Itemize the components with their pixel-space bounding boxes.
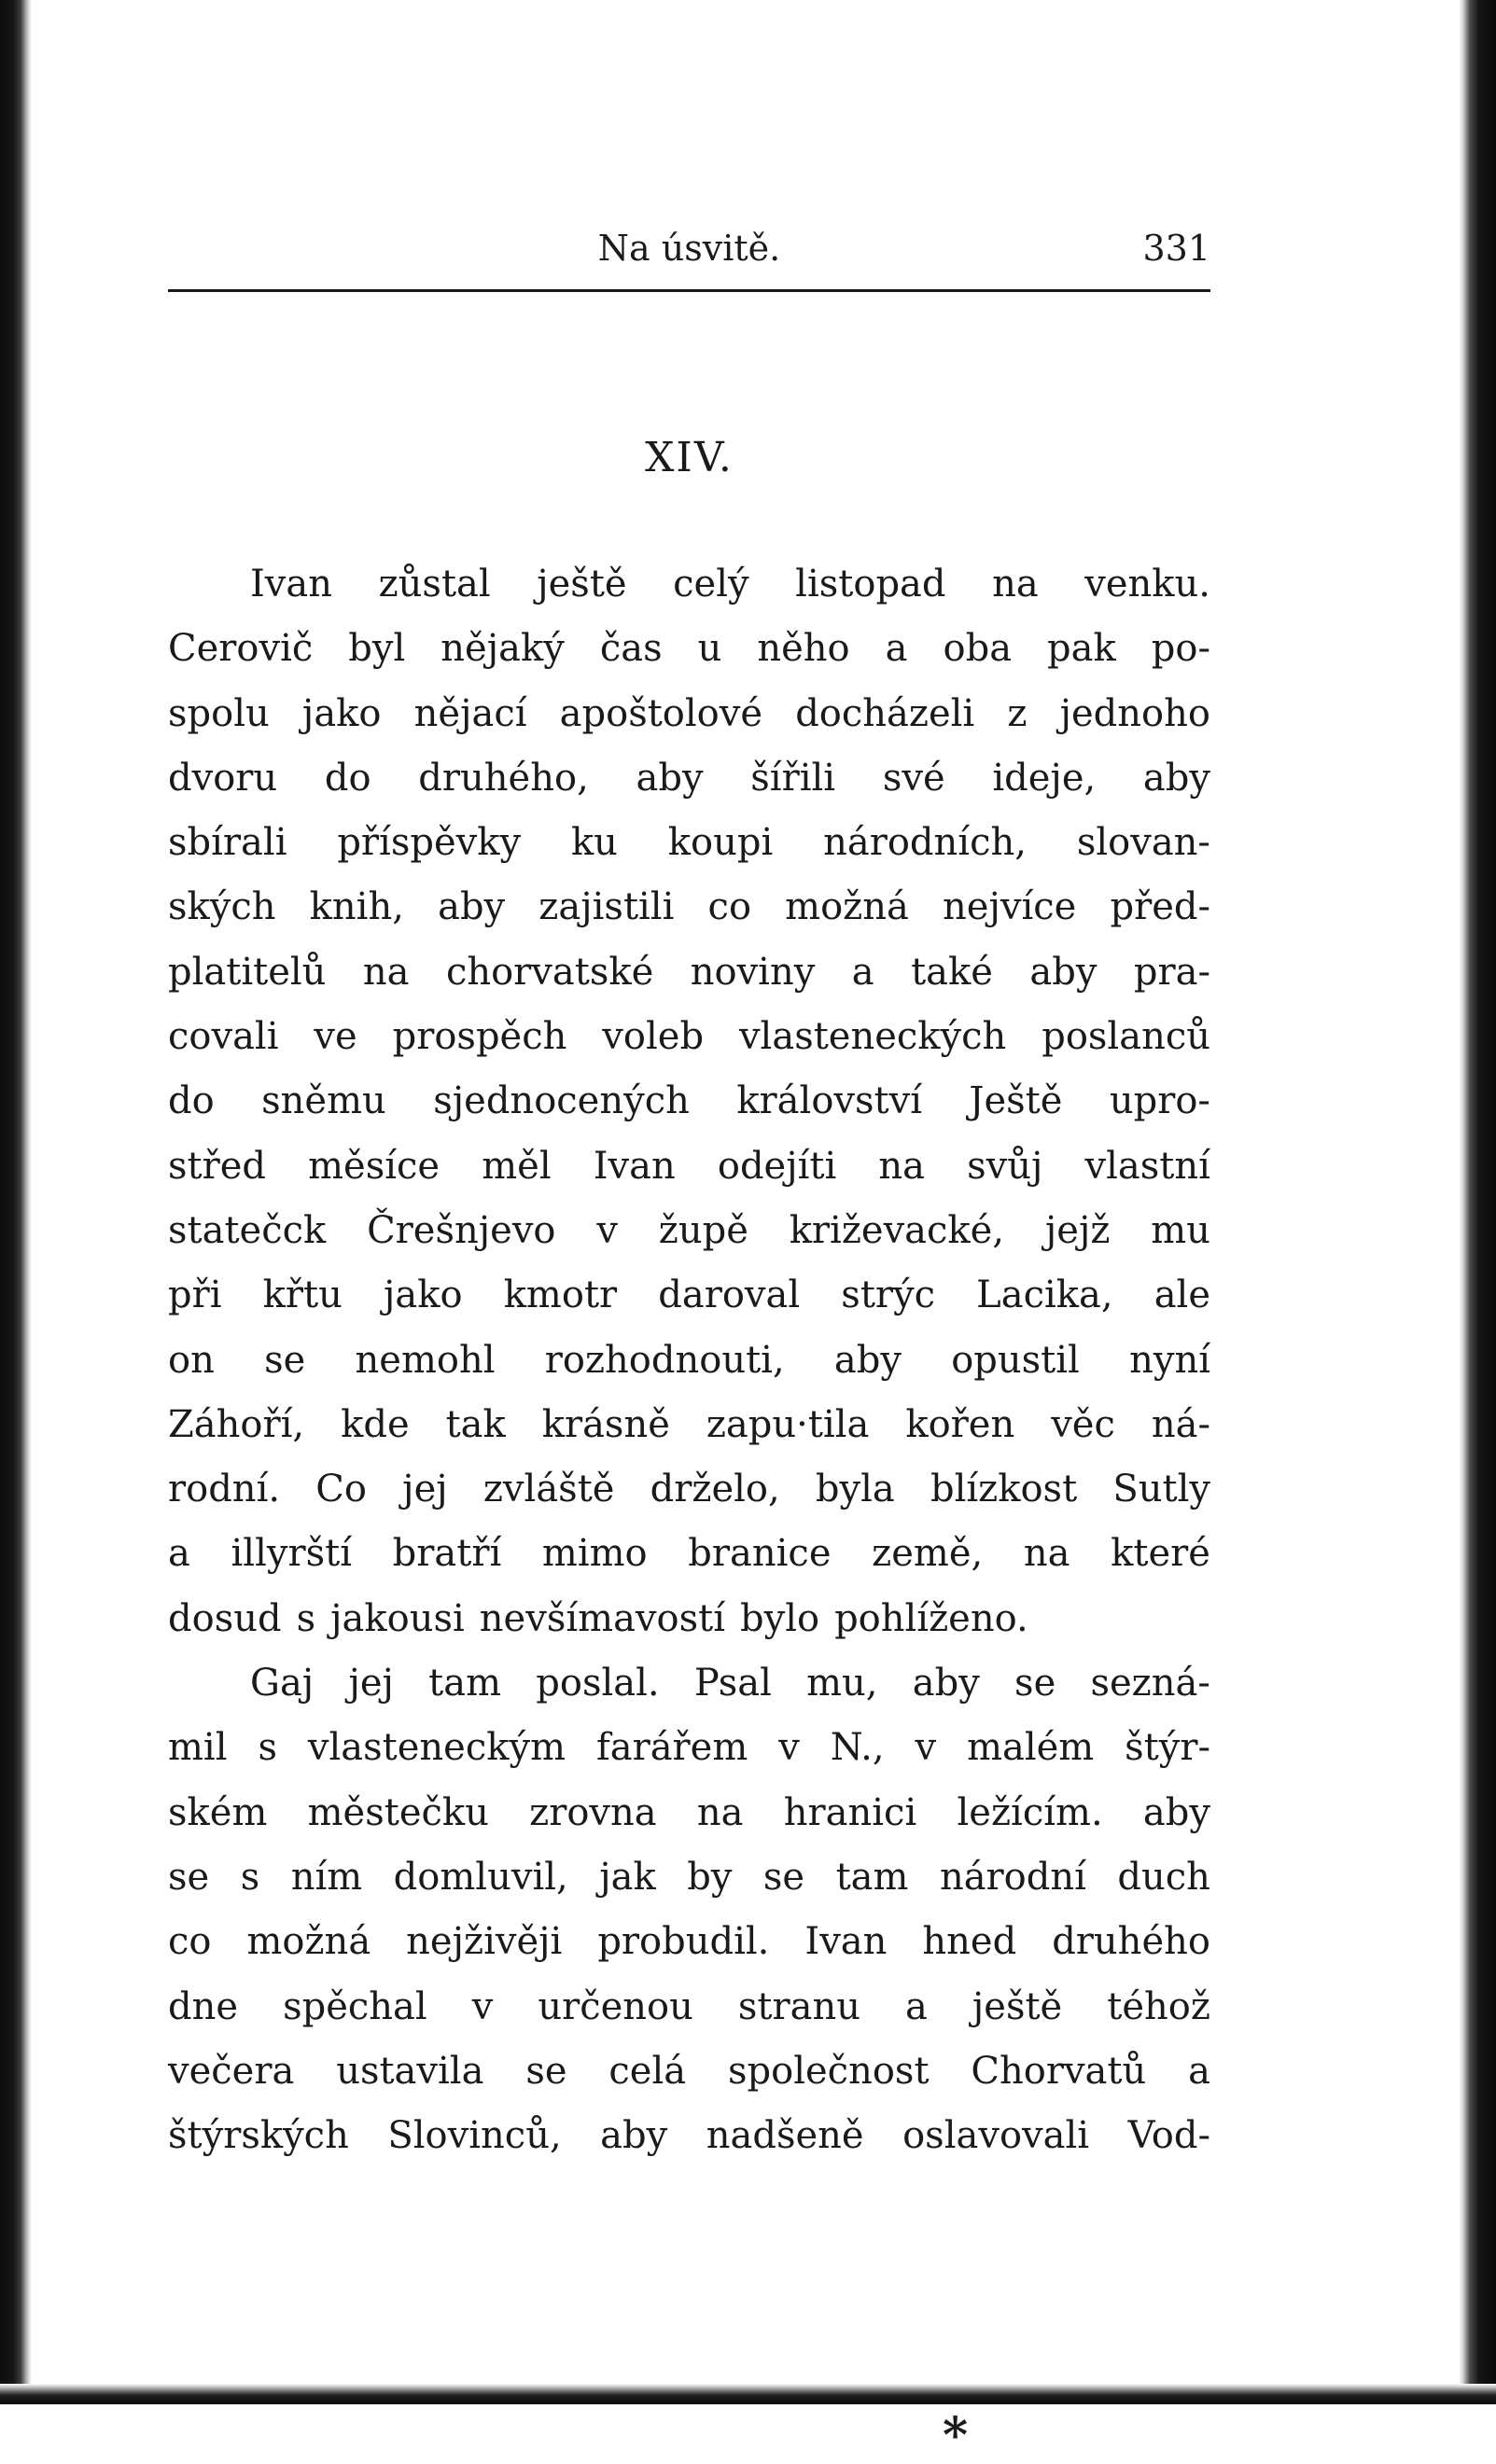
word: daroval xyxy=(658,1274,801,1317)
word: Záhoří, xyxy=(168,1402,305,1446)
word: branice xyxy=(688,1532,832,1576)
word: jejž xyxy=(1044,1208,1111,1252)
word: Cerovič xyxy=(168,627,314,671)
word: Lacika, xyxy=(976,1274,1113,1317)
word: ale xyxy=(1153,1274,1210,1317)
text-line xyxy=(168,811,1210,875)
word: aby xyxy=(912,1662,980,1705)
word: ležícím. xyxy=(957,1790,1103,1834)
word: celá xyxy=(608,2049,687,2093)
word: svůj xyxy=(967,1144,1043,1188)
word: Chorvatů xyxy=(971,2049,1147,2093)
word: s xyxy=(258,1726,277,1770)
word: bylo xyxy=(739,1596,820,1640)
word: spěchal xyxy=(283,1984,427,2028)
word: druhého xyxy=(1052,1920,1210,1964)
word: zapu·tila xyxy=(706,1402,870,1446)
word: sjednocených xyxy=(433,1079,690,1123)
word: krásně xyxy=(541,1402,670,1446)
text-line xyxy=(168,940,1210,1005)
text-line xyxy=(168,2104,1210,2168)
text-line xyxy=(168,746,1210,811)
word: Vod- xyxy=(1127,2114,1210,2158)
word: celý xyxy=(673,563,749,606)
word: v xyxy=(915,1726,937,1770)
body-text xyxy=(168,552,1210,2168)
word: ideje, xyxy=(992,756,1097,800)
word: a xyxy=(851,950,874,994)
word: kořen xyxy=(905,1402,1015,1446)
word: a xyxy=(1188,2049,1210,2093)
word: se xyxy=(264,1338,306,1382)
word: nejvíce xyxy=(943,885,1077,929)
word: noviny xyxy=(690,950,816,994)
word: na xyxy=(992,563,1039,606)
word: království xyxy=(736,1079,922,1123)
word: jakousi xyxy=(330,1596,465,1640)
word: byla xyxy=(815,1468,895,1511)
word: se xyxy=(525,2049,567,2093)
word: vlastní xyxy=(1084,1144,1210,1188)
word: po- xyxy=(1151,627,1210,671)
text-line xyxy=(168,682,1210,746)
word: listopad xyxy=(795,563,946,606)
word: jej xyxy=(402,1468,448,1511)
word: bratří xyxy=(392,1532,502,1576)
word: mu, xyxy=(806,1662,878,1705)
text-line xyxy=(168,1975,1210,2039)
scan-edge-left xyxy=(0,0,32,2404)
word: u xyxy=(697,627,722,671)
word: ku xyxy=(570,821,618,865)
text-line xyxy=(168,1135,1210,1199)
text-line xyxy=(168,1651,1210,1716)
header-rule xyxy=(168,289,1210,292)
text-line xyxy=(168,1587,1210,1651)
word: národní xyxy=(939,1855,1086,1899)
word: rodní. xyxy=(168,1468,281,1511)
book-page xyxy=(168,215,1210,2464)
text-line xyxy=(168,1393,1210,1457)
word: ve xyxy=(314,1015,357,1059)
word: oslavovali xyxy=(902,2114,1090,2158)
word: jej xyxy=(348,1662,394,1705)
word: chorvatské xyxy=(445,950,654,994)
word: aby xyxy=(1142,1790,1210,1834)
word: jednoho xyxy=(1059,691,1210,735)
word: Ivan xyxy=(804,1920,888,1964)
word: při xyxy=(168,1274,222,1317)
word: nadšeně xyxy=(706,2114,864,2158)
section-ornament: * xyxy=(943,2407,969,2464)
word: prospěch xyxy=(392,1015,567,1059)
word: on xyxy=(168,1338,215,1382)
word: a xyxy=(885,627,908,671)
word: nyní xyxy=(1129,1338,1210,1382)
word: křtu xyxy=(262,1274,343,1317)
word: illyrští xyxy=(231,1532,353,1576)
word: téhož xyxy=(1107,1984,1210,2028)
word: ještě xyxy=(537,563,627,606)
text-line xyxy=(168,1457,1210,1522)
word: měsíce xyxy=(308,1144,440,1188)
word: drželo, xyxy=(650,1468,780,1511)
word: Psal xyxy=(693,1662,772,1705)
word: v xyxy=(471,1984,494,2028)
word: sněmu xyxy=(261,1079,386,1123)
text-line xyxy=(168,1781,1210,1845)
text-line xyxy=(168,552,1210,617)
word: covali xyxy=(168,1015,279,1059)
word: poslal. xyxy=(536,1662,660,1705)
word: oba xyxy=(943,627,1013,671)
word: a xyxy=(168,1532,190,1576)
word: Ještě xyxy=(969,1079,1063,1123)
word: knih, xyxy=(309,885,404,929)
word: aby xyxy=(1029,950,1098,994)
word: docházeli xyxy=(795,691,975,735)
word: příspěvky xyxy=(337,821,522,865)
word: na xyxy=(1023,1532,1070,1576)
word: Črešnjevo xyxy=(367,1208,556,1252)
word: koupi xyxy=(667,821,774,865)
word: aby xyxy=(600,2114,668,2158)
word: statečck xyxy=(168,1208,327,1252)
text-line xyxy=(168,1522,1210,1586)
word: šířili xyxy=(750,756,836,800)
word: druhého, xyxy=(418,756,589,800)
word: na xyxy=(878,1144,925,1188)
word: aby xyxy=(438,885,506,929)
word: kmotr xyxy=(503,1274,618,1317)
word: križevacké, xyxy=(789,1208,1005,1252)
word: čas xyxy=(599,627,663,671)
word: tak xyxy=(445,1402,506,1446)
word: jako xyxy=(301,691,382,735)
word: N., xyxy=(830,1726,885,1770)
word: aby xyxy=(833,1338,902,1382)
word: zvláště xyxy=(482,1468,615,1511)
word: střed xyxy=(168,1144,266,1188)
word: se xyxy=(1014,1662,1056,1705)
word: nějací xyxy=(413,691,527,735)
word: pak xyxy=(1047,627,1116,671)
word: venku. xyxy=(1084,563,1210,606)
word: domluvil, xyxy=(393,1855,568,1899)
word: apoštolové xyxy=(559,691,763,735)
running-title: Na úsvitě. xyxy=(597,228,781,269)
word: župě xyxy=(658,1208,748,1252)
word: odejíti xyxy=(717,1144,837,1188)
word: kde xyxy=(341,1402,410,1446)
word: zrovna xyxy=(529,1790,657,1834)
word: spolu xyxy=(168,691,270,735)
word: se xyxy=(762,1855,805,1899)
word: na xyxy=(696,1790,744,1834)
text-line xyxy=(168,617,1210,681)
word: země, xyxy=(872,1532,984,1576)
word: něho xyxy=(757,627,850,671)
word: jak xyxy=(599,1855,656,1899)
word: aby xyxy=(1142,756,1210,800)
word: Co xyxy=(315,1468,367,1511)
word: štýr- xyxy=(1125,1726,1210,1770)
word: Ivan xyxy=(250,563,333,606)
word: ještě xyxy=(972,1984,1063,2028)
word: se xyxy=(168,1855,210,1899)
word: v xyxy=(778,1726,800,1770)
word: co xyxy=(707,885,752,929)
word: co xyxy=(168,1920,212,1964)
word: štýrských xyxy=(168,2114,349,2158)
text-line xyxy=(168,1845,1210,1910)
word: zajistili xyxy=(538,885,675,929)
word: Ivan xyxy=(593,1144,676,1188)
word: hned xyxy=(922,1920,1017,1964)
word: ských xyxy=(168,885,276,929)
word: byl xyxy=(348,627,406,671)
text-line xyxy=(168,1716,1210,1780)
word: dosud xyxy=(168,1596,282,1640)
text-line xyxy=(168,1069,1210,1134)
text-line xyxy=(168,875,1210,940)
word: jako xyxy=(383,1274,463,1317)
word: sezná- xyxy=(1090,1662,1210,1705)
word: tam xyxy=(835,1855,909,1899)
word: vlasteneckých xyxy=(738,1015,1007,1059)
text-line xyxy=(168,1329,1210,1393)
word: možná xyxy=(246,1920,371,1964)
word: do xyxy=(168,1079,215,1123)
word: opustil xyxy=(951,1338,1080,1382)
word: které xyxy=(1111,1532,1210,1576)
word: ním xyxy=(290,1855,363,1899)
word: rozhodnouti, xyxy=(544,1338,785,1382)
scan-edge-right xyxy=(1459,0,1496,2404)
word: Slovinců, xyxy=(387,2114,562,2158)
word: poslanců xyxy=(1042,1015,1210,1059)
word: malém xyxy=(967,1726,1095,1770)
word: probudil. xyxy=(597,1920,770,1964)
word: s xyxy=(296,1596,316,1640)
word: v xyxy=(596,1208,618,1252)
word: ustavila xyxy=(336,2049,484,2093)
text-line xyxy=(168,1005,1210,1069)
word: platitelů xyxy=(168,950,327,994)
word: určenou xyxy=(538,1984,693,2028)
word: Sutly xyxy=(1112,1468,1210,1511)
text-line xyxy=(168,1910,1210,1974)
text-line xyxy=(168,1199,1210,1263)
word: farářem xyxy=(595,1726,748,1770)
word: nevšímavostí xyxy=(479,1596,725,1640)
word: před- xyxy=(1110,885,1210,929)
word: mu xyxy=(1151,1208,1210,1252)
running-head xyxy=(168,224,1210,280)
text-line xyxy=(168,1263,1210,1328)
word: pra- xyxy=(1133,950,1210,994)
word: stranu xyxy=(737,1984,860,2028)
chapter-number: XIV. xyxy=(645,434,734,481)
word: zůstal xyxy=(378,563,491,606)
word: upro- xyxy=(1109,1079,1210,1123)
word: vlasteneckým xyxy=(307,1726,566,1770)
word: strýc xyxy=(841,1274,936,1317)
word: věc xyxy=(1051,1402,1115,1446)
scan-edge-bottom xyxy=(0,2384,1496,2404)
word: společnost xyxy=(727,2049,930,2093)
word: městečku xyxy=(307,1790,489,1834)
word: Gaj xyxy=(250,1662,315,1705)
word: své xyxy=(882,756,945,800)
word: nějaký xyxy=(440,627,565,671)
word: blízkost xyxy=(930,1468,1078,1511)
page-number: 331 xyxy=(1142,228,1210,269)
text-line xyxy=(168,2039,1210,2104)
word: mil xyxy=(168,1726,228,1770)
word: dvoru xyxy=(168,756,278,800)
word: s xyxy=(240,1855,260,1899)
word: dne xyxy=(168,1984,239,2028)
word: na xyxy=(362,950,410,994)
word: nejživěji xyxy=(406,1920,563,1964)
word: pohlíženo. xyxy=(834,1596,1028,1640)
word: mimo xyxy=(541,1532,648,1576)
word: duch xyxy=(1117,1855,1210,1899)
word: a xyxy=(905,1984,928,2028)
word: měl xyxy=(482,1144,552,1188)
word: také xyxy=(911,950,993,994)
word: národních, xyxy=(823,821,1027,865)
word: večera xyxy=(168,2049,295,2093)
word: by xyxy=(687,1855,733,1899)
word: z xyxy=(1007,691,1028,735)
word: možná xyxy=(785,885,909,929)
word: slovan- xyxy=(1076,821,1210,865)
word: aby xyxy=(636,756,704,800)
word: voleb xyxy=(602,1015,705,1059)
word: do xyxy=(324,756,371,800)
word: tam xyxy=(428,1662,502,1705)
word: sbírali xyxy=(168,821,287,865)
word: hranici xyxy=(783,1790,917,1834)
word: nemohl xyxy=(355,1338,496,1382)
word: ná- xyxy=(1151,1402,1210,1446)
word: ském xyxy=(168,1790,268,1834)
